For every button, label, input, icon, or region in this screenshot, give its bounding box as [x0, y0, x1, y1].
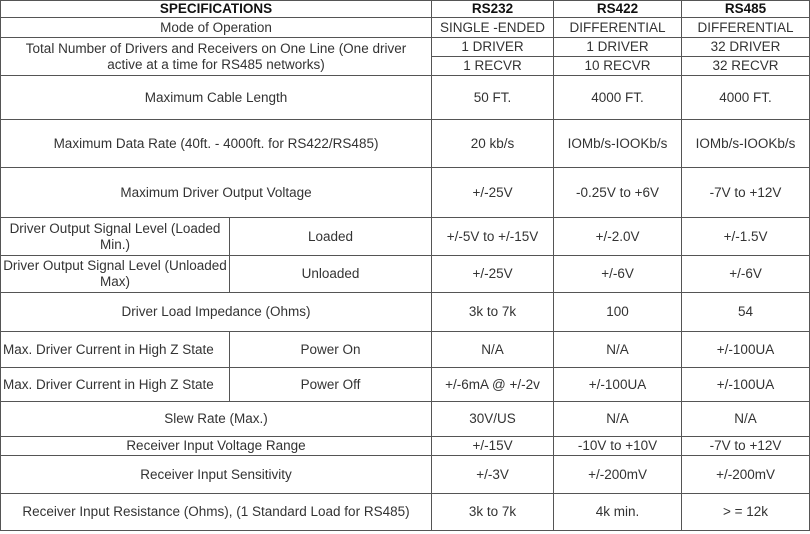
receivers-rs232: 1 RECVR [432, 57, 554, 76]
data-rate-rs485: IOMb/s-IOOKb/s [682, 120, 810, 168]
input-sensitivity-rs422: +/-200mV [554, 456, 682, 494]
load-impedance-rs485: 54 [682, 293, 810, 332]
load-impedance-rs422: 100 [554, 293, 682, 332]
row-input-voltage-range [1, 437, 810, 456]
input-resistance-rs422: 4k min. [554, 494, 682, 531]
input-voltage-range-rs422: -10V to +10V [554, 437, 682, 456]
current-power-off-label: Max. Driver Current in High Z State [1, 368, 230, 402]
current-power-off-rs485: +/-100UA [682, 368, 810, 402]
signal-loaded-rs232: +/-5V to +/-15V [432, 218, 554, 256]
current-power-on-label: Max. Driver Current in High Z State [1, 332, 230, 368]
row-output-voltage [1, 168, 810, 218]
slew-rate-rs485: N/A [682, 402, 810, 437]
row-load-impedance [1, 293, 810, 332]
row-current-power-on [1, 332, 810, 368]
mode-rs232: SINGLE -ENDED [432, 18, 554, 38]
mode-rs422: DIFFERENTIAL [554, 18, 682, 38]
header-rs422: RS422 [554, 1, 682, 18]
receivers-rs422: 10 RECVR [554, 57, 682, 76]
load-impedance-label: Driver Load Impedance (Ohms) [1, 293, 432, 332]
slew-rate-rs232: 30V/US [432, 402, 554, 437]
input-voltage-range-rs485: -7V to +12V [682, 437, 810, 456]
mode-label: Mode of Operation [1, 18, 432, 38]
row-drivers [1, 38, 810, 57]
input-resistance-rs232: 3k to 7k [432, 494, 554, 531]
cable-length-rs422: 4000 FT. [554, 76, 682, 120]
input-resistance-rs485: > = 12k [682, 494, 810, 531]
input-voltage-range-rs232: +/-15V [432, 437, 554, 456]
mode-rs485: DIFFERENTIAL [682, 18, 810, 38]
cable-length-rs232: 50 FT. [432, 76, 554, 120]
slew-rate-rs422: N/A [554, 402, 682, 437]
data-rate-rs422: IOMb/s-IOOKb/s [554, 120, 682, 168]
row-signal-loaded [1, 218, 810, 256]
row-input-sensitivity [1, 456, 810, 494]
row-mode-of-operation [1, 18, 810, 38]
signal-loaded-label: Driver Output Signal Level (Loaded Min.) [1, 218, 230, 256]
row-slew-rate [1, 402, 810, 437]
row-cable-length [1, 76, 810, 120]
row-current-power-off [1, 368, 810, 402]
header-specifications: SPECIFICATIONS [1, 1, 432, 18]
drivers-label-line1: Total Number of Drivers and Receivers on One Line (One driver [25, 40, 407, 56]
input-sensitivity-label: Receiver Input Sensitivity [1, 456, 432, 494]
signal-loaded-condition: Loaded [230, 218, 432, 256]
current-power-on-rs485: +/-100UA [682, 332, 810, 368]
current-power-on-rs422: N/A [554, 332, 682, 368]
drivers-label-line2: active at a time for RS485 networks) [107, 56, 325, 72]
input-resistance-label: Receiver Input Resistance (Ohms), (1 Standard Load for RS485) [1, 494, 432, 531]
header-rs485: RS485 [682, 1, 810, 18]
data-rate-rs232: 20 kb/s [432, 120, 554, 168]
signal-unloaded-rs485: +/-6V [682, 256, 810, 293]
output-voltage-rs422: -0.25V to +6V [554, 168, 682, 218]
header-row [1, 1, 810, 18]
row-signal-unloaded [1, 256, 810, 293]
current-power-off-rs422: +/-100UA [554, 368, 682, 402]
current-power-on-rs232: N/A [432, 332, 554, 368]
signal-unloaded-rs232: +/-25V [432, 256, 554, 293]
cable-length-label: Maximum Cable Length [1, 76, 432, 120]
signal-unloaded-rs422: +/-6V [554, 256, 682, 293]
load-impedance-rs232: 3k to 7k [432, 293, 554, 332]
signal-loaded-rs485: +/-1.5V [682, 218, 810, 256]
drivers-rs485: 32 DRIVER [682, 38, 810, 57]
input-voltage-range-label: Receiver Input Voltage Range [1, 437, 432, 456]
signal-unloaded-label: Driver Output Signal Level (Unloaded Max) [1, 256, 230, 293]
input-sensitivity-rs485: +/-200mV [682, 456, 810, 494]
drivers-rs422: 1 DRIVER [554, 38, 682, 57]
input-sensitivity-rs232: +/-3V [432, 456, 554, 494]
row-data-rate [1, 120, 810, 168]
output-voltage-rs232: +/-25V [432, 168, 554, 218]
header-rs232: RS232 [432, 1, 554, 18]
slew-rate-label: Slew Rate (Max.) [1, 402, 432, 437]
drivers-rs232: 1 DRIVER [432, 38, 554, 57]
drivers-label [1, 38, 432, 76]
current-power-off-condition: Power Off [230, 368, 432, 402]
row-input-resistance [1, 494, 810, 531]
output-voltage-label: Maximum Driver Output Voltage [1, 168, 432, 218]
current-power-off-rs232: +/-6mA @ +/-2v [432, 368, 554, 402]
signal-unloaded-condition: Unloaded [230, 256, 432, 293]
data-rate-label: Maximum Data Rate (40ft. - 4000ft. for RS422/RS485) [1, 120, 432, 168]
receivers-rs485: 32 RECVR [682, 57, 810, 76]
cable-length-rs485: 4000 FT. [682, 76, 810, 120]
current-power-on-condition: Power On [230, 332, 432, 368]
output-voltage-rs485: -7V to +12V [682, 168, 810, 218]
signal-loaded-rs422: +/-2.0V [554, 218, 682, 256]
